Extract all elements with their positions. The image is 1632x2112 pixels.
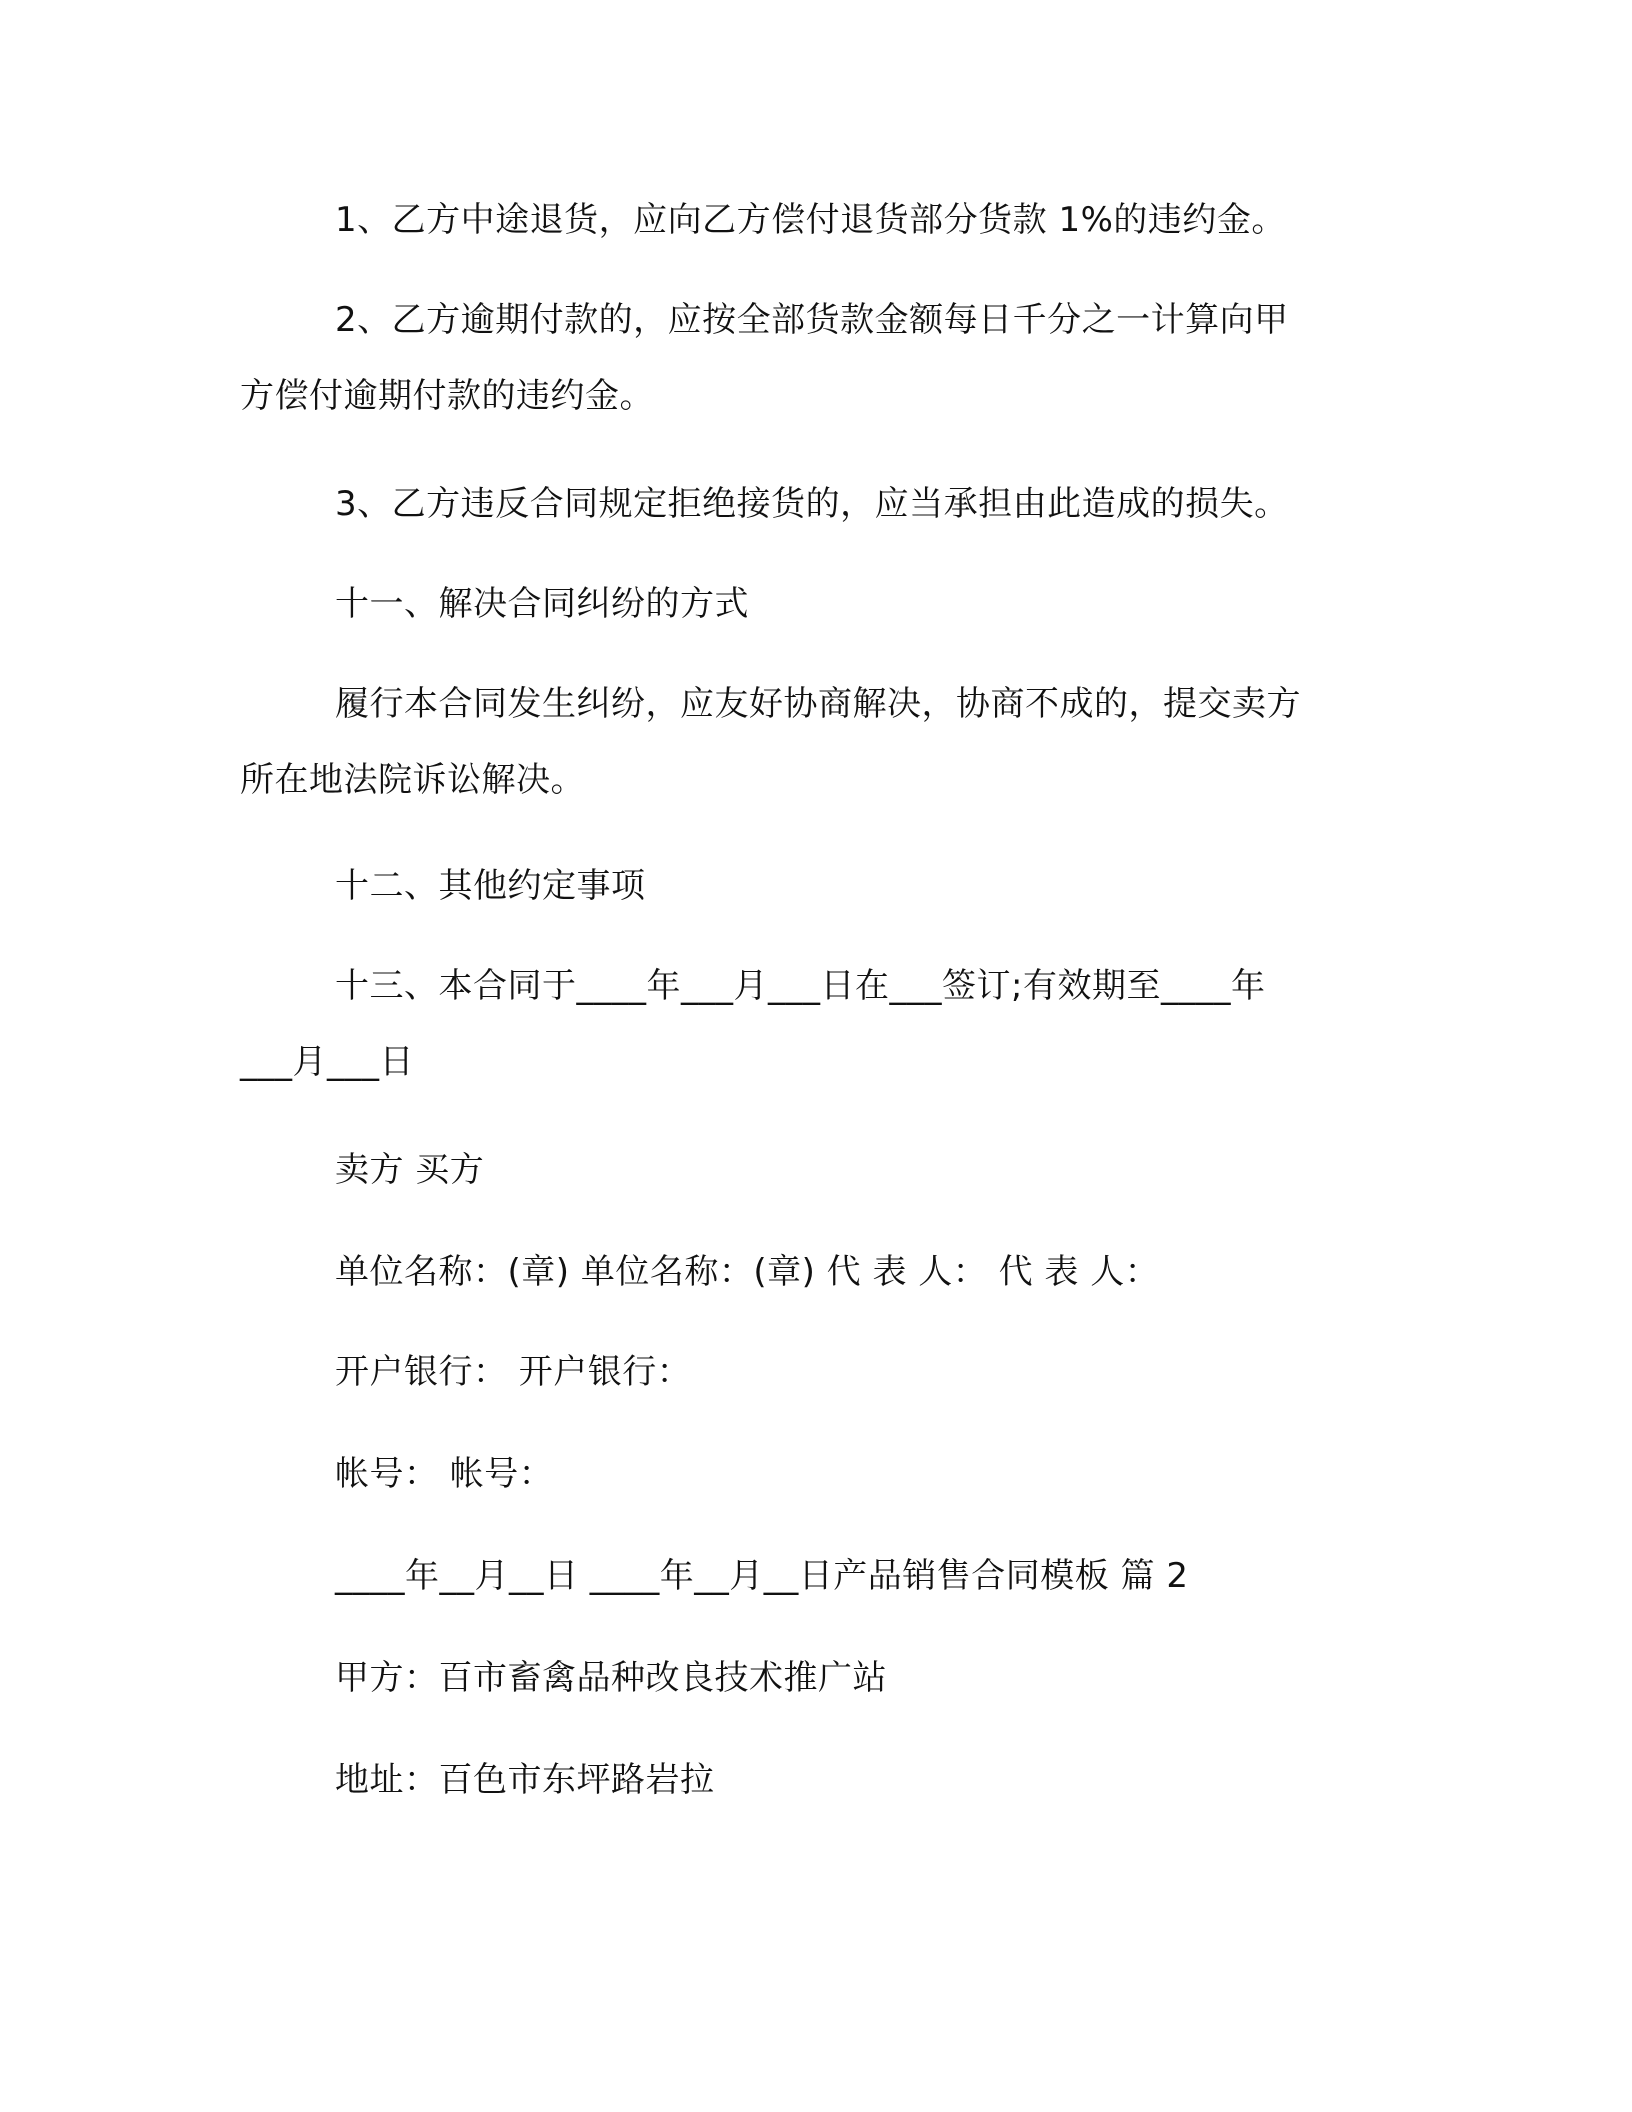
signing-dates-and-next-title <box>335 1552 1475 1600</box>
signatory-banks <box>335 1348 1475 1396</box>
party-a-address <box>335 1756 1475 1804</box>
clause-10-item-1 <box>335 196 1475 244</box>
section-heading-12 <box>335 862 1475 910</box>
paragraph-line: 方偿付逾期付款的违约金。 <box>240 376 654 416</box>
signatory-parties <box>335 1146 1475 1194</box>
paragraph-line: 地址：百色市东坪路岩拉 <box>335 1760 715 1800</box>
paragraph-line: ____年__月__日 ____年__月__日产品销售合同模板 篇 2 <box>335 1556 1189 1596</box>
clause-11-body <box>240 680 1380 804</box>
clause-10-item-3 <box>335 480 1475 528</box>
paragraph-line: ___月___日 <box>240 1042 414 1082</box>
paragraph-line: 甲方：百市畜禽品种改良技术推广站 <box>335 1658 887 1698</box>
party-a-name <box>335 1654 1475 1702</box>
signatory-accounts <box>335 1450 1475 1498</box>
clause-13-body <box>240 962 1380 1086</box>
paragraph-line: 十二、其他约定事项 <box>335 866 646 906</box>
paragraph-line: 单位名称：(章) 单位名称：(章) 代 表 人： 代 表 人： <box>335 1252 1160 1292</box>
paragraph-line: 2、乙方逾期付款的，应按全部货款金额每日千分之一计算向甲 <box>335 300 1289 340</box>
paragraph-line: 1、乙方中途退货，应向乙方偿付退货部分货款 1%的违约金。 <box>335 200 1286 240</box>
clause-10-item-2 <box>240 296 1380 420</box>
paragraph-line: 卖方 买方 <box>335 1150 485 1190</box>
paragraph-line: 开户银行： 开户银行： <box>335 1352 692 1392</box>
paragraph-line: 十三、本合同于____年___月___日在___签订;有效期至____年 <box>335 966 1266 1006</box>
paragraph-line: 十一、解决合同纠纷的方式 <box>335 584 749 624</box>
paragraph-line: 3、乙方违反合同规定拒绝接货的，应当承担由此造成的损失。 <box>335 484 1289 524</box>
paragraph-line: 所在地法院诉讼解决。 <box>240 760 585 800</box>
section-heading-11 <box>335 580 1475 628</box>
paragraph-line: 帐号： 帐号： <box>335 1454 554 1494</box>
paragraph-line: 履行本合同发生纠纷，应友好协商解决，协商不成的，提交卖方 <box>335 684 1301 724</box>
signatory-unit-names <box>335 1248 1475 1296</box>
